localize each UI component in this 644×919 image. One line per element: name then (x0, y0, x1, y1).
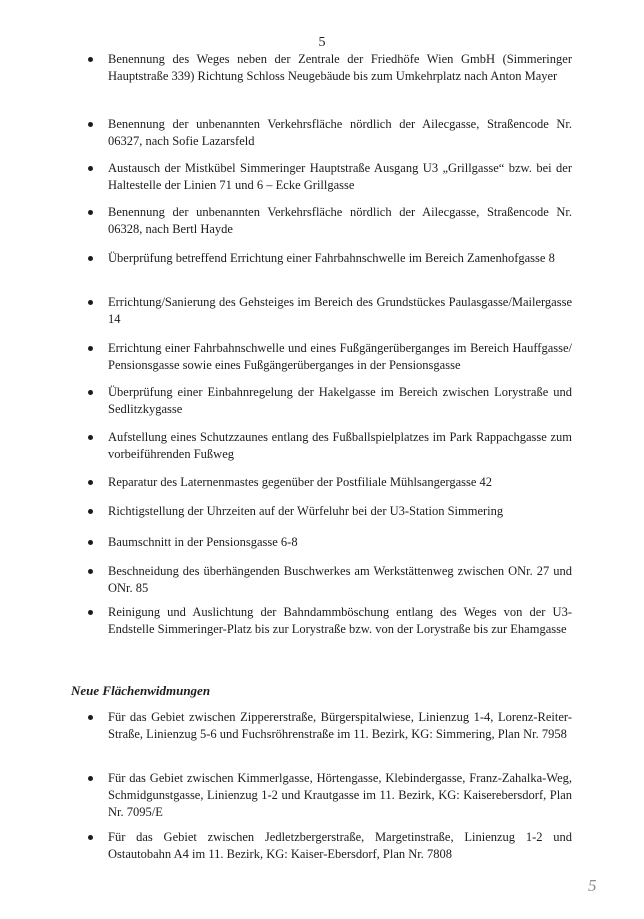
list-item: Richtigstellung der Uhrzeiten auf der Würfeluhr bei der U3-Station Simmering (108, 503, 572, 520)
bullet-icon (88, 57, 93, 62)
list-item: Benennung der unbenannten Verkehrsfläche nördlich der Ailecgasse, Straßencode Nr. 06328, nach Bertl Hayde (108, 204, 572, 238)
bullet-icon (88, 715, 93, 720)
list-item: Reparatur des Laternenmastes gegenüber der Postfiliale Mühlsangergasse 42 (108, 474, 572, 491)
bullet-icon (88, 776, 93, 781)
list-item: Überprüfung einer Einbahnregelung der Hakelgasse im Bereich zwischen Lorystraße und Sedlitzkygasse (108, 384, 572, 418)
bullet-icon (88, 256, 93, 261)
section-heading: Neue Flächenwidmungen (71, 683, 211, 698)
bullet-icon (88, 569, 93, 574)
bullet-icon (88, 346, 93, 351)
list-item: Baumschnitt in der Pensionsgasse 6-8 (108, 534, 572, 551)
corner-page-number: 5 (588, 876, 597, 895)
list-item: Benennung des Weges neben der Zentrale der Friedhöfe Wien GmbH (Simmeringer Hauptstraße 339) Richtung Schloss Neugebäude bis zum Umkehrplatz nach Anton Mayer (108, 51, 572, 85)
list-item: Errichtung einer Fahrbahnschwelle und eines Fußgängerüberganges im Bereich Hauffgasse/ Pensionsgasse sowie eines Fußgängerüberganges in der Pensionsgasse (108, 340, 572, 374)
list-item: Benennung der unbenannten Verkehrsfläche nördlich der Ailecgasse, Straßencode Nr. 06327, nach Sofie Lazarsfeld (108, 116, 572, 150)
bullet-icon (88, 509, 93, 514)
bullet-icon (88, 540, 93, 545)
bullet-icon (88, 122, 93, 127)
list-item: Austausch der Mistkübel Simmeringer Hauptstraße Ausgang U3 „Grillgasse“ bzw. bei der Haltestelle der Linien 71 und 6 – Ecke Grillgasse (108, 160, 572, 194)
list-item: Für das Gebiet zwischen Zippererstraße, Bürgerspitalwiese, Linienzug 1-4, Lorenz-Reiter-Straße, Linienzug 5-6 und Fuchsröhrenstraße im 11. Bezirk, KG: Simmering, Plan Nr. 7958 (108, 709, 572, 743)
list-item: Beschneidung des überhängenden Buschwerkes am Werkstättenweg zwischen ONr. 27 und ONr. 85 (108, 563, 572, 597)
bullet-icon (88, 210, 93, 215)
page-number: 5 (318, 35, 326, 50)
bullet-icon (88, 390, 93, 395)
list-item: Für das Gebiet zwischen Kimmerlgasse, Hörtengasse, Klebindergasse, Franz-Zahalka-Weg, Schmidgunstgasse, Linienzug 1-2 und Krautgasse im 11. Bezirk, KG: Kaiserebersdorf, Plan Nr. 7095/E (108, 770, 572, 821)
bullet-icon (88, 435, 93, 440)
bullet-icon (88, 166, 93, 171)
list-item: Errichtung/Sanierung des Gehsteiges im Bereich des Grundstückes Paulasgasse/Mailergasse 14 (108, 294, 572, 328)
list-item: Reinigung und Auslichtung der Bahndammböschung entlang des Weges von der U3-Endstelle Simmeringer-Platz bis zur Lorystraße bzw. von der Lorystraße bis zur Ehamgasse (108, 604, 572, 638)
bullet-icon (88, 835, 93, 840)
bullet-icon (88, 480, 93, 485)
list-item: Aufstellung eines Schutzzaunes entlang des Fußballspielplatzes im Park Rappachgasse zum vorbeiführenden Fußweg (108, 429, 572, 463)
list-item: Für das Gebiet zwischen Jedletzbergerstraße, Margetinstraße, Linienzug 1-2 und Ostautobahn A4 im 11. Bezirk, KG: Kaiser-Ebersdorf, Plan Nr. 7808 (108, 829, 572, 863)
bullet-icon (88, 610, 93, 615)
bullet-icon (88, 300, 93, 305)
list-item: Überprüfung betreffend Errichtung einer Fahrbahnschwelle im Bereich Zamenhofgasse 8 (108, 250, 572, 267)
